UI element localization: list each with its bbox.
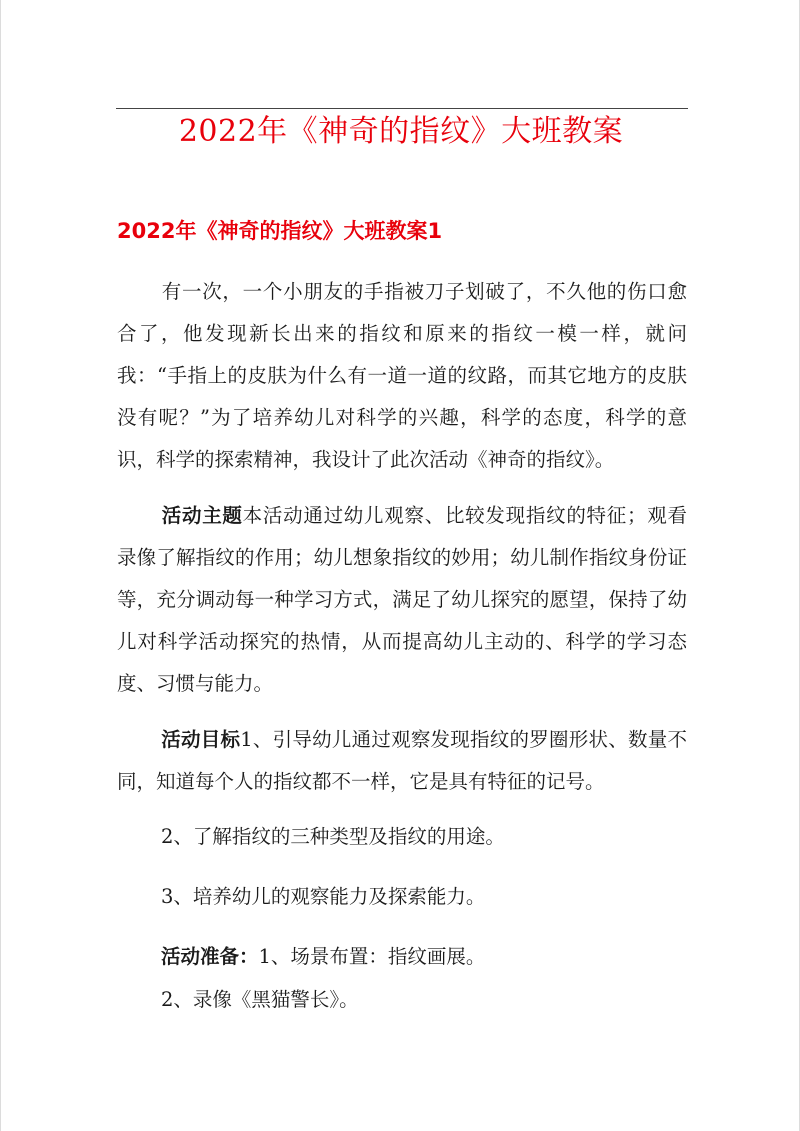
prep-2-paragraph xyxy=(117,979,687,1021)
goal-3-paragraph xyxy=(117,876,687,918)
prep-label: 活动准备： xyxy=(161,945,259,968)
goal-2-paragraph xyxy=(117,816,687,858)
header-rule xyxy=(116,108,688,109)
theme-paragraph xyxy=(117,495,687,705)
section-heading: 2022年《神奇的指纹》大班教案1 xyxy=(117,219,443,243)
goal-paragraph xyxy=(117,719,687,803)
prep-2-text: 2、录像《黑猫警长》。 xyxy=(161,988,359,1011)
goal-label: 活动目标 xyxy=(161,728,241,751)
goal-2-text: 2、了解指纹的三种类型及指纹的用途。 xyxy=(161,825,505,848)
intro-text: 有一次，一个小朋友的手指被刀子划破了，不久他的伤口愈合了，他发现新长出来的指纹和原来的指纹一模一样，就问我：“手指上的皮肤为什么有一道一道的纹路，而其它地方的皮肤没有呢？”为了培养幼儿对科学的兴趣，科学的态度，科学的意识，科学的探索精神，我设计了此次活动《神奇的指纹》。 xyxy=(117,280,687,471)
document-title: 2022年《神奇的指纹》大班教案 xyxy=(178,114,624,149)
prep-paragraph xyxy=(117,936,687,978)
goal-3-text: 3、培养幼儿的观察能力及探索能力。 xyxy=(161,885,486,908)
theme-text: 本活动通过幼儿观察、比较发现指纹的特征；观看录像了解指纹的作用；幼儿想象指纹的妙用；幼儿制作指纹身份证等，充分调动每一种学习方式，满足了幼儿探究的愿望，保持了幼儿对科学活动探究的热情，从而提高幼儿主动的、科学的学习态度、习惯与能力。 xyxy=(117,504,687,695)
theme-label: 活动主题 xyxy=(161,504,243,527)
prep-1-text: 1、场景布置：指纹画展。 xyxy=(258,945,486,968)
intro-paragraph xyxy=(117,271,687,481)
goal-1-text: 1、引导幼儿通过观察发现指纹的罗圈形状、数量不同，知道每个人的指纹都不一样，它是具有特征的记号。 xyxy=(117,728,687,793)
